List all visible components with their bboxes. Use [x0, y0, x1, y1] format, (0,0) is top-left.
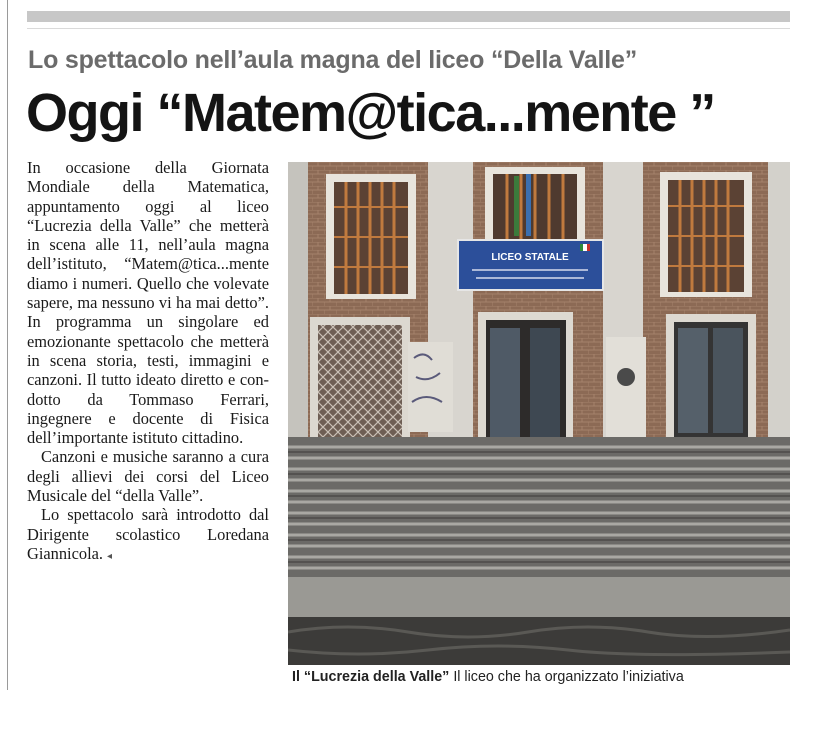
caption-text: Il liceo che ha organizzato l’iniziativa — [449, 669, 684, 685]
school-sign-text: LICEO STATALE — [491, 252, 569, 263]
kicker: Lo spettacolo nell’aula magna del liceo “Della Valle” — [28, 46, 638, 74]
pavement — [288, 577, 790, 617]
upper-window-right — [660, 172, 752, 297]
paragraph-2: Canzoni e musiche saranno a cura degli allievi dei corsi del Liceo Musicale del “della Valle”. — [27, 447, 269, 506]
stone-steps — [288, 437, 790, 577]
paragraph-3 — [27, 505, 269, 566]
sign-flag-green — [580, 244, 583, 251]
lower-window-right — [666, 314, 756, 439]
upper-window-center — [485, 167, 585, 247]
header-bar — [27, 11, 790, 22]
lower-window-left — [310, 317, 410, 442]
sign-flag-red — [587, 244, 590, 251]
header-rule — [27, 28, 790, 29]
upper-window-left — [326, 174, 416, 299]
main-door — [478, 312, 573, 442]
paragraph-1: In occasione della Giornata Mondiale della Matematica, appuntamento oggi al liceo “Lucrezia della Valle” che metterà in scena alle 11, nell’aula magna dell’istituto, “Matem@tica...mente diamo i numeri. Quello che volevate sapere, ma nessuno vi ha mai detto”. In programma un singolare ed emozionante spettacolo che metterà in scena storia, testi, immagini e canzoni. Il tutto ideato diretto e condotto da Tommaso Ferrari, ingegnere e docente di Fisica dell’importante istituto cittadino. — [27, 158, 269, 448]
paragraph-3-text: Lo spettacolo sarà introdotto dal Dirigente scolastico Loredana Giannicola. — [27, 505, 269, 563]
school-photo — [288, 162, 790, 665]
article-body — [27, 158, 269, 566]
headline: Oggi “Matem@tica...mente ” — [26, 83, 715, 143]
foreground-ground — [288, 617, 790, 665]
end-mark: ◂ — [107, 550, 113, 562]
pillar-edge-right — [768, 162, 790, 442]
photo-caption — [292, 669, 684, 685]
caption-bold: Il “Lucrezia della Valle” — [292, 669, 450, 685]
column-rule — [7, 0, 8, 690]
